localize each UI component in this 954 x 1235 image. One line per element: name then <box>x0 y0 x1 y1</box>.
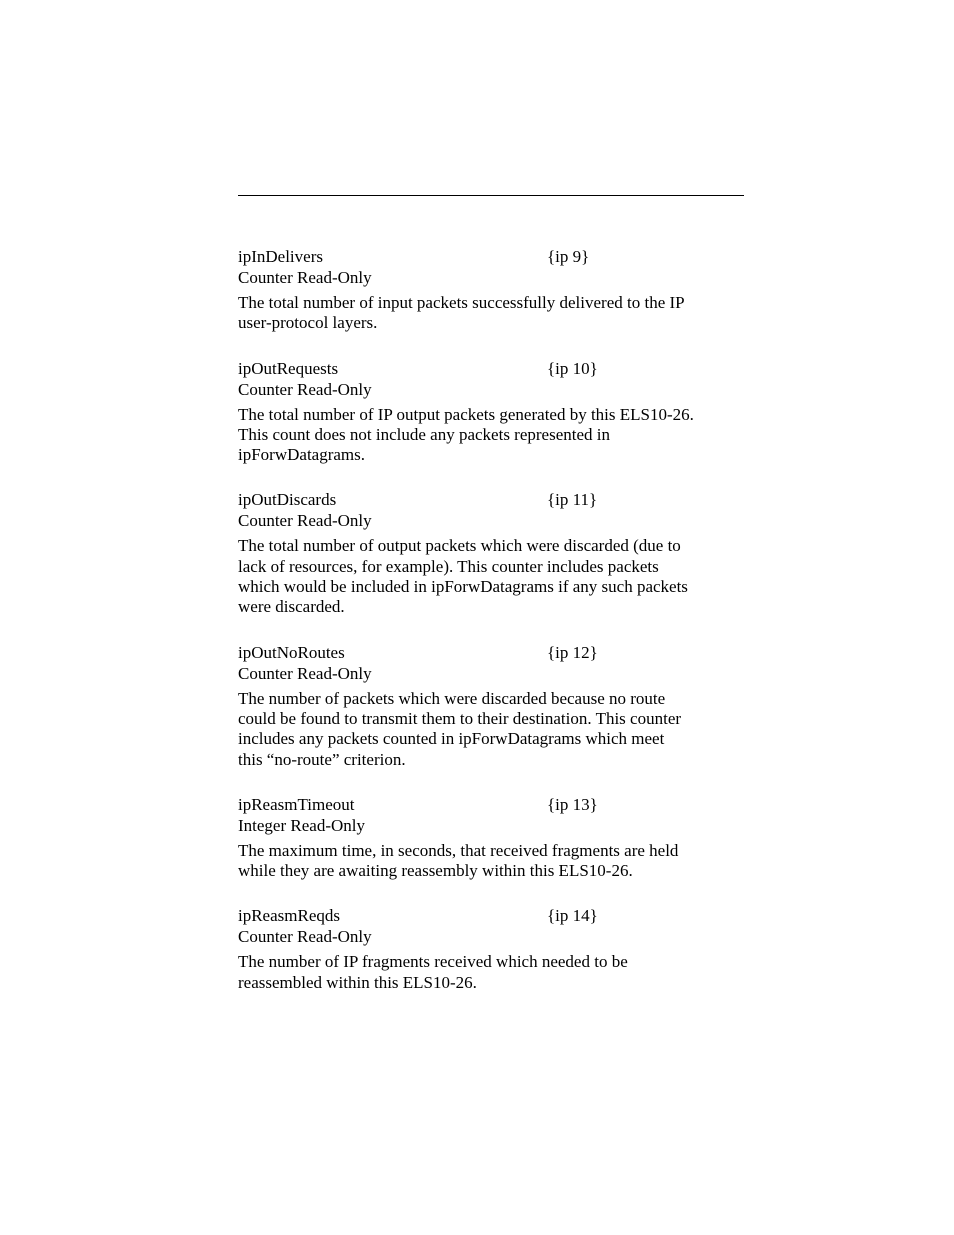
description-line: user-protocol layers. <box>238 313 378 333</box>
entry-header <box>238 358 744 379</box>
entry-header <box>238 794 744 815</box>
object-name: ipInDelivers <box>238 247 323 266</box>
mib-entry-ipreasmreqds <box>238 905 744 993</box>
object-oid: {ip 10} <box>547 358 598 378</box>
description-line: which would be included in ipForwDatagrams if any such packets <box>238 577 688 597</box>
object-description <box>238 689 744 770</box>
object-oid: {ip 11} <box>547 490 598 510</box>
object-type: Counter Read-Only <box>238 663 372 683</box>
mib-entry-ipoutrequests <box>238 358 744 466</box>
entry-header <box>238 489 744 510</box>
object-oid: {ip 13} <box>547 794 598 814</box>
object-oid: {ip 12} <box>547 642 598 662</box>
object-description <box>238 405 744 466</box>
description-line: reassembled within this ELS10-26. <box>238 972 477 992</box>
object-description <box>238 293 744 334</box>
entry-header <box>238 642 744 663</box>
entry-header <box>238 905 744 926</box>
object-description <box>238 841 744 882</box>
description-line: were discarded. <box>238 597 345 617</box>
description-line: The total number of IP output packets generated by this ELS10-26. <box>238 404 694 424</box>
description-line: this “no-route” criterion. <box>238 749 406 769</box>
description-line: The maximum time, in seconds, that received fragments are held <box>238 840 679 860</box>
description-line: lack of resources, for example). This counter includes packets <box>238 556 659 576</box>
object-type: Counter Read-Only <box>238 927 372 947</box>
object-name: ipOutNoRoutes <box>238 642 345 662</box>
object-description <box>238 952 744 993</box>
description-line: This count does not include any packets represented in <box>238 424 610 444</box>
object-description <box>238 536 744 617</box>
object-type: Counter Read-Only <box>238 511 372 531</box>
header-rule <box>238 195 744 196</box>
description-line: The number of packets which were discarded because no route <box>238 688 666 708</box>
object-name: ipReasmTimeout <box>238 794 355 814</box>
object-oid: {ip 14} <box>547 906 598 926</box>
mib-entry-ipoutnoroutes <box>238 642 744 770</box>
object-oid: {ip 9} <box>547 247 590 266</box>
description-line: The number of IP fragments received which needed to be <box>238 952 628 972</box>
description-line: while they are awaiting reassembly within this ELS10-26. <box>238 861 633 881</box>
object-type: Counter Read-Only <box>238 379 372 399</box>
mib-entry-ipindelivers <box>238 246 744 334</box>
description-line: could be found to transmit them to their destination. This counter <box>238 708 682 728</box>
mib-entry-ipoutdiscards <box>238 489 744 617</box>
mib-object-list <box>238 246 744 1017</box>
object-type: Integer Read-Only <box>238 815 365 835</box>
mib-entry-ipreasmtimeout <box>238 794 744 882</box>
object-name: ipOutDiscards <box>238 490 337 510</box>
object-name: ipOutRequests <box>238 358 339 378</box>
description-line: The total number of output packets which were discarded (due to <box>238 536 681 556</box>
object-type: Counter Read-Only <box>238 268 372 287</box>
description-line: The total number of input packets successfully delivered to the IP <box>238 293 685 312</box>
description-line: includes any packets counted in ipForwDatagrams which meet <box>238 729 665 749</box>
object-name: ipReasmReqds <box>238 906 340 926</box>
description-line: ipForwDatagrams. <box>238 445 366 465</box>
entry-header <box>238 246 744 267</box>
